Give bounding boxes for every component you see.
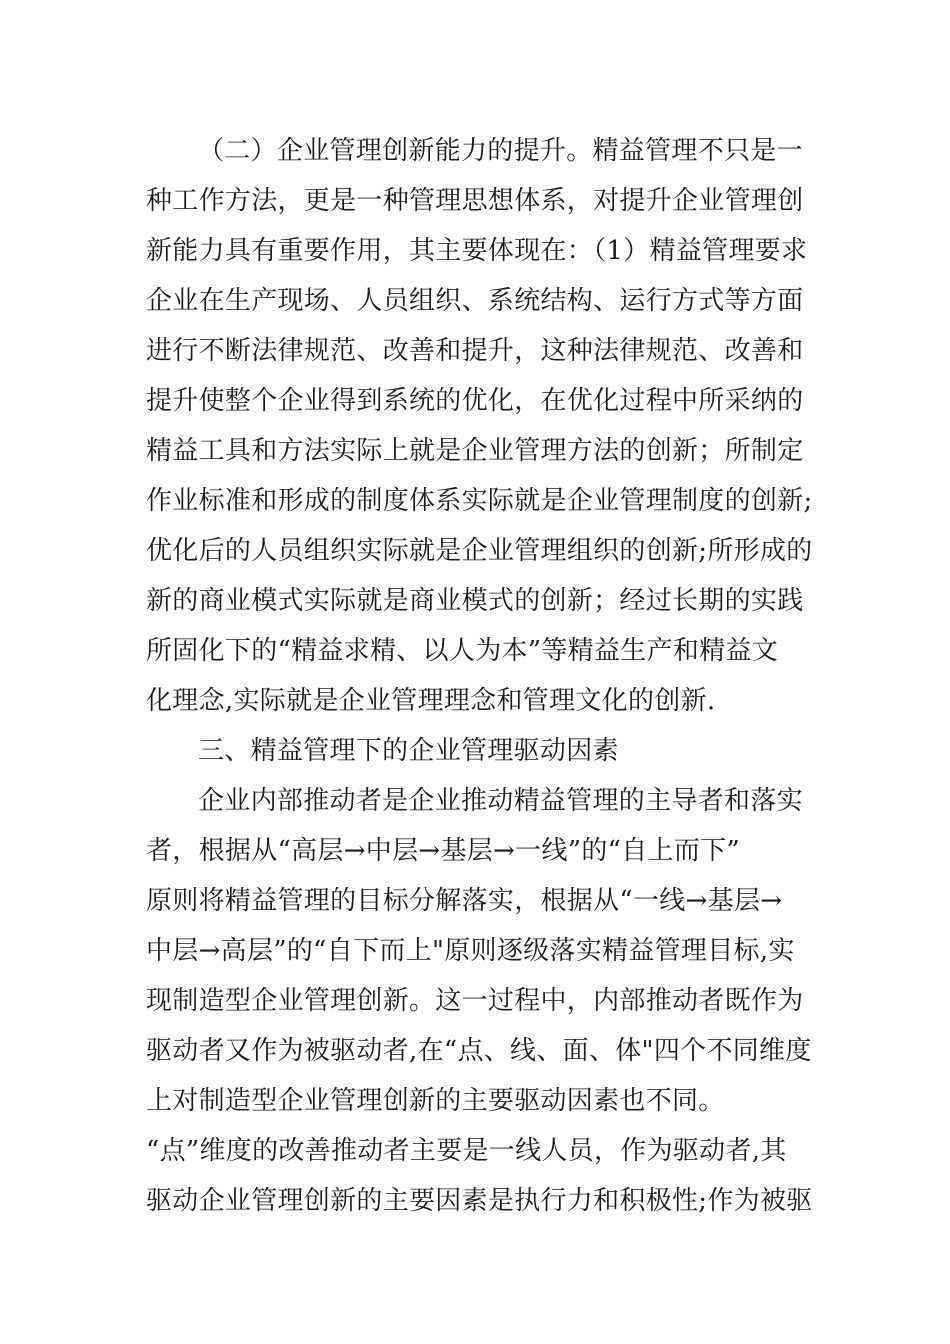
text-line: 企业在生产现场、人员组织、系统结构、运行方式等方面 [146, 286, 804, 316]
text-line: 优化后的人员组织实际就是企业管理组织的创新;所形成的 [146, 536, 813, 566]
text-line: 精益工具和方法实际上就是企业管理方法的创新；所制定 [146, 436, 804, 466]
text-line: 新的商业模式实际就是商业模式的创新；经过长期的实践 [146, 586, 804, 616]
text-line: 驱动者又作为被驱动者,在“点、线、面、体"四个不同维度 [146, 1036, 812, 1066]
text-line: 所固化下的“精益求精、以人为本”等精益生产和精益文 [146, 636, 779, 666]
text-line: 驱动企业管理创新的主要因素是执行力和积极性;作为被驱 [146, 1186, 813, 1216]
text-line: 作业标准和形成的制度体系实际就是企业管理制度的创新; [146, 486, 813, 516]
text-line: 原则将精益管理的目标分解落实，根据从“一线→基层→ [146, 886, 783, 916]
text-line: 新能力具有重要作用，其主要体现在：（1）精益管理要求 [146, 236, 808, 266]
text-line: 进行不断法律规范、改善和提升，这种法律规范、改善和 [146, 336, 804, 366]
text-line: 化理念,实际就是企业管理理念和管理文化的创新. [146, 686, 716, 716]
paragraph-start-line: 企业内部推动者是企业推动精益管理的主导者和落实 [198, 786, 803, 816]
text-line: 种工作方法，更是一种管理思想体系，对提升企业管理创 [146, 186, 804, 216]
text-line: 现制造型企业管理创新。这一过程中，内部推动者既作为 [146, 986, 804, 1016]
paragraph-heading-line: （二）企业管理创新能力的提升。精益管理不只是一 [198, 136, 803, 166]
text-line: 上对制造型企业管理创新的主要驱动因素也不同。 [146, 1086, 725, 1116]
section-heading: 三、精益管理下的企业管理驱动因素 [198, 736, 619, 766]
paragraph-start-line: “点”维度的改善推动者主要是一线人员，作为驱动者,其 [146, 1136, 787, 1166]
text-line: 提升使整个企业得到系统的优化，在优化过程中所采纳的 [146, 386, 804, 416]
text-line: 者，根据从“高层→中层→基层→一线”的“自上而下” [146, 836, 741, 866]
text-line: 中层→高层”的“自下而上"原则逐级落实精益管理目标,实 [146, 936, 795, 966]
